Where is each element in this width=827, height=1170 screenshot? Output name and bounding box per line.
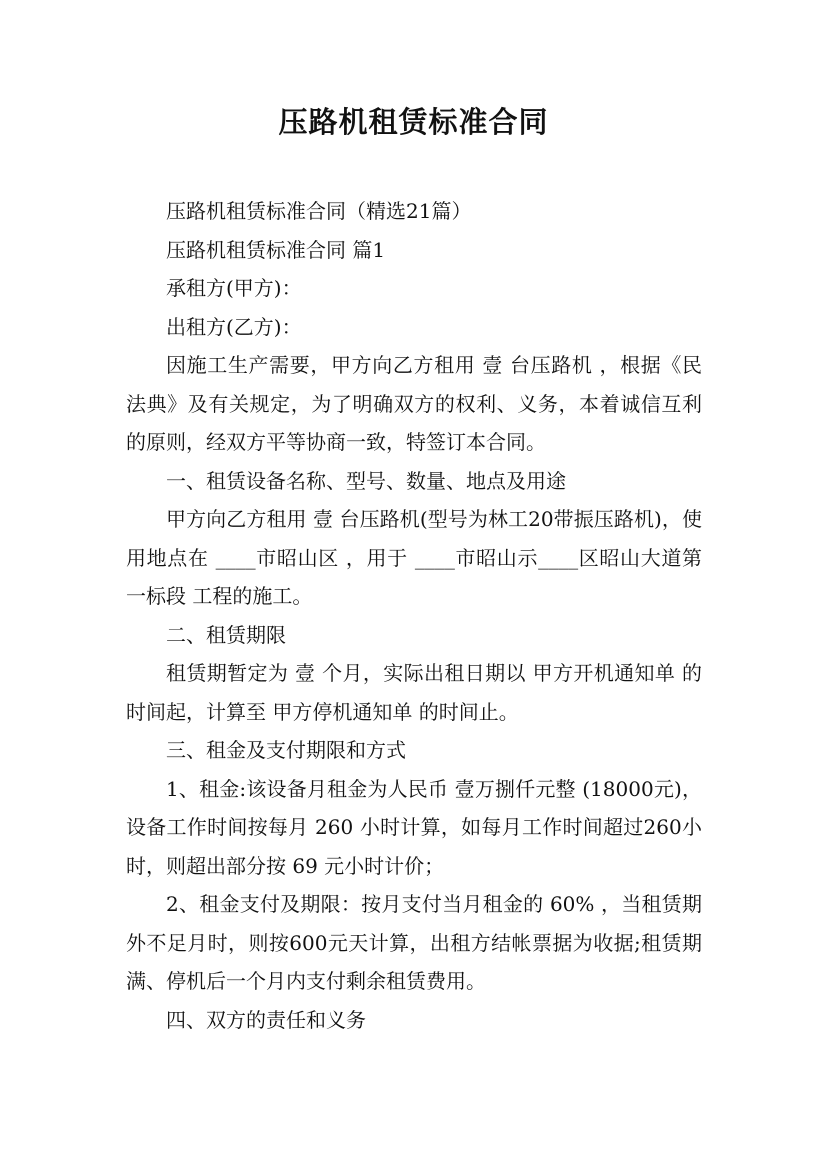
paragraph-heading-selection: 压路机租赁标准合同（精选21篇） (166, 199, 472, 223)
section-heading-equipment: 一、租赁设备名称、型号、数量、地点及用途 (166, 468, 566, 493)
paragraph-rent-payment: 2、租金支付及期限：按月支付当月租金的 60% ，当租赁期外不足月时，则按600元天计算，出租方结帐票据为收据;租赁期满、停机后一个月内支付剩余租赁费用。 (126, 892, 702, 993)
paragraph-equipment: 甲方向乙方租用 壹 台压路机(型号为林工20带振压路机)，使用地点在 ____市昭山区 ，用于 ____市昭山示____区昭山大道第一标段 工程的施工。 (126, 507, 702, 608)
section-heading-term: 二、租赁期限 (166, 622, 286, 647)
document-body (126, 192, 702, 1039)
paragraph-term: 租赁期暂定为 壹 个月，实际出租日期以 甲方开机通知单 的时间起，计算至 甲方停机通知单 的时间止。 (126, 661, 702, 724)
paragraph-rent-amount: 1、租金:该设备月租金为人民币 壹万捌仟元整 (18000元)，设备工作时间按每月 260 小时计算，如每月工作时间超过260小时，则超出部分按 69 元小时计价； (126, 776, 702, 878)
paragraph-preamble: 因施工生产需要，甲方向乙方租用 壹 台压路机 ，根据《民法典》及有关规定，为了明确双方的权利、义务，本着诚信互利的原则，经双方平等协商一致，特签订本合同。 (126, 353, 702, 454)
paragraph-heading-part-1: 压路机租赁标准合同 篇1 (166, 237, 386, 262)
section-heading-rent: 三、租金及支付期限和方式 (166, 738, 406, 762)
document-title: 压路机租赁标准合同 (278, 105, 549, 139)
paragraph-lessor: 出租方(乙方)： (166, 314, 302, 339)
paragraph-lessee: 承租方(甲方)： (166, 276, 302, 300)
section-heading-duties: 四、双方的责任和义务 (166, 1007, 366, 1032)
